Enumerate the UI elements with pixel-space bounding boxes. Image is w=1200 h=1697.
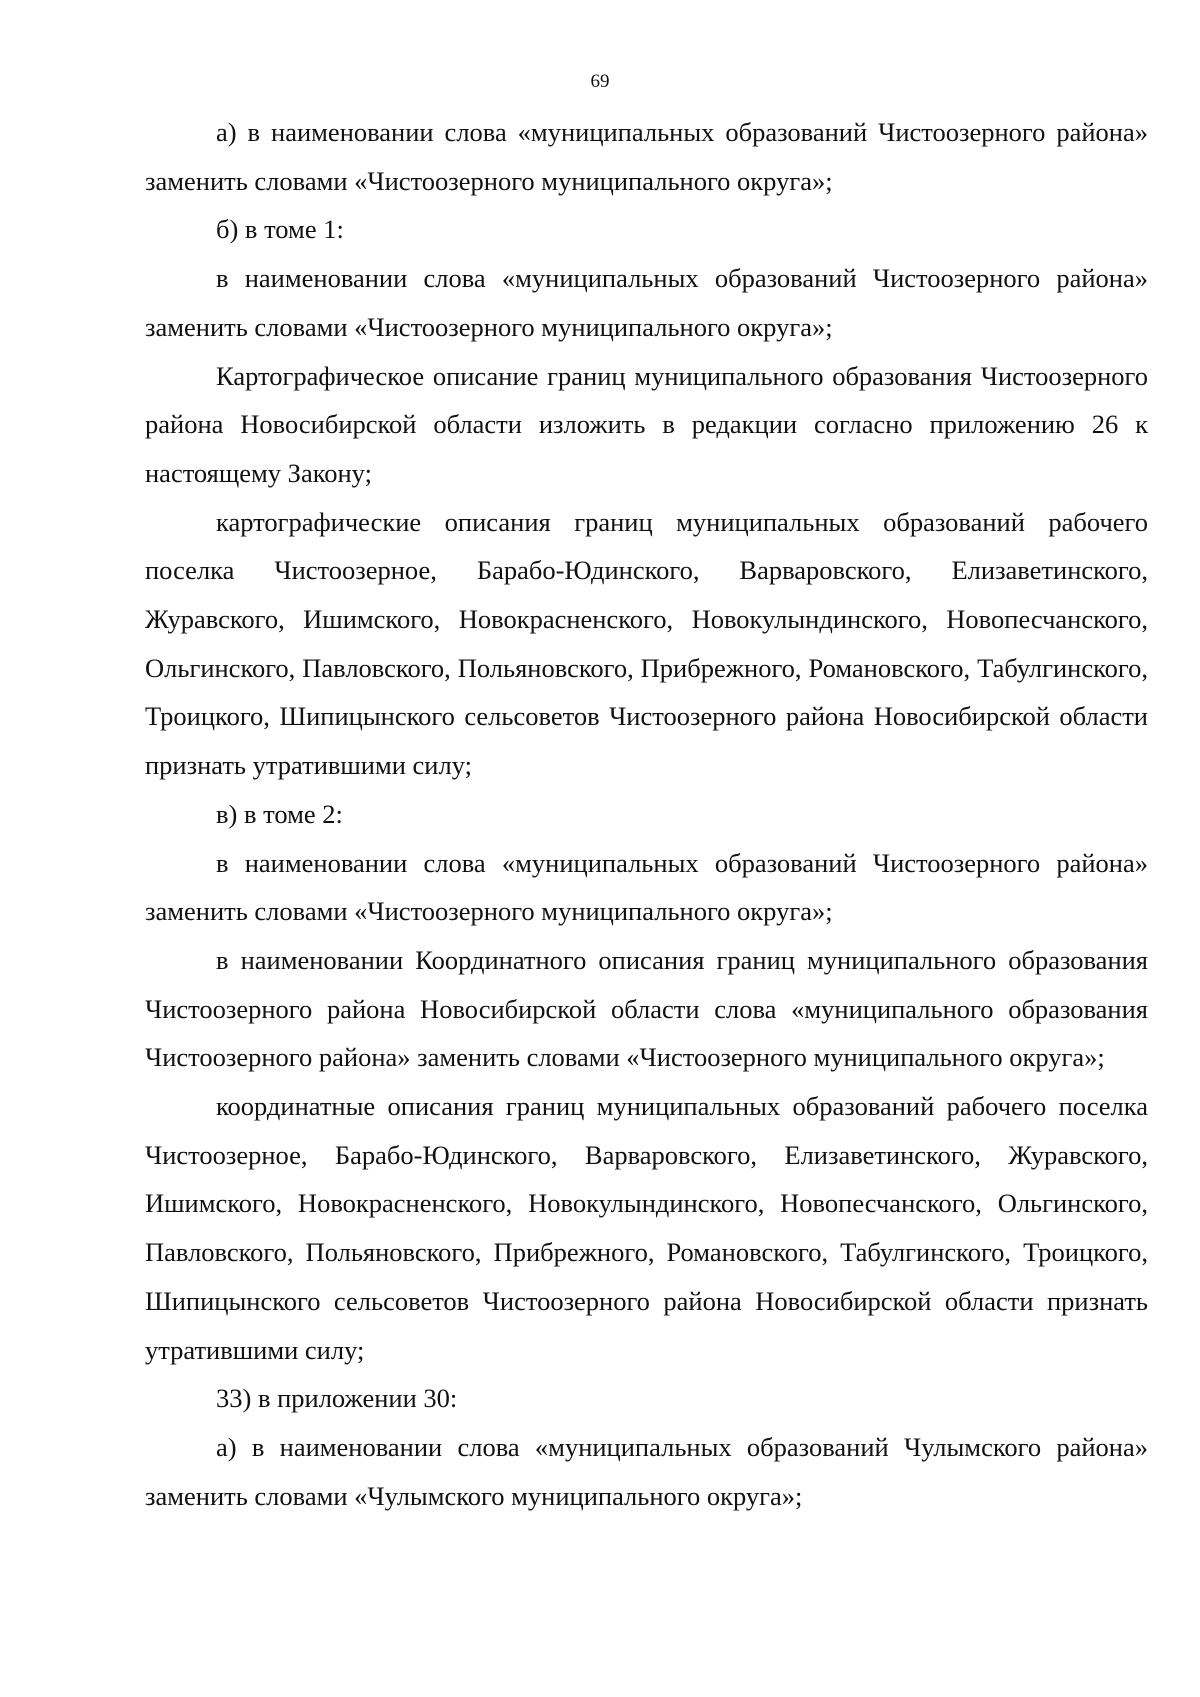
document-body <box>145 108 1148 1520</box>
paragraph-volume-2-title: в наименовании слова «муниципальных образований Чистоозерного района» заменить словами «Чистоозерного муниципального округа»; <box>145 847 1148 927</box>
paragraph-coordinate-description-title: в наименовании Координатного описания границ муниципального образования Чистоозерного района Новосибирской области слова «муниципального образования Чистоозерного района» заменить словами «Чистоозерного муниципального округа»; <box>145 944 1148 1073</box>
paragraph-volume-1-title: в наименовании слова «муниципальных образований Чистоозерного района» заменить словами «Чистоозерного муниципального округа»; <box>145 263 1148 342</box>
paragraph-volume-2-heading: в) в томе 2: <box>216 798 343 829</box>
paragraph-volume-1-heading: б) в томе 1: <box>216 214 344 245</box>
paragraph-item-a-title: а) в наименовании слова «муниципальных образований Чистоозерного района» заменить словами «Чистоозерного муниципального округа»; <box>145 117 1148 196</box>
page-number: 69 <box>590 71 610 92</box>
paragraph-cartographic-description: Картографическое описание границ муниципального образования Чистоозерного района Новосибирской области изложить в редакции согласно приложению 26 к настоящему Закону; <box>145 360 1148 488</box>
paragraph-cartographic-descriptions-void: картографические описания границ муниципальных образований рабочего поселка Чистоозерное, Барабо-Юдинского, Варваровского, Елизаветинского, Журавского, Ишимского, Новокрасненского, Новокулындинского, Новопесчанского, Ольгинского, Павловского, Польяновского, Прибрежного, Романовского, Табулгинского, Троицкого, Шипицынского сельсоветов Чистоозерного района Новосибирской области признать утратившими силу; <box>145 506 1148 781</box>
paragraph-coordinate-descriptions-void: координатные описания границ муниципальных образований рабочего поселка Чистоозерное, Барабо-Юдинского, Варваровского, Елизаветинского, Журавского, Ишимского, Новокрасненского, Новокулындинского, Новопесчанского, Ольгинского, Павловского, Польяновского, Прибрежного, Романовского, Табулгинского, Троицкого, Шипицынского сельсоветов Чистоозерного района Новосибирской области признать утратившими силу; <box>145 1091 1148 1365</box>
paragraph-appendix-30-heading: 33) в приложении 30: <box>216 1383 458 1414</box>
paragraph-appendix-30-item-a: а) в наименовании слова «муниципальных образований Чулымского района» заменить словами «Чулымского муниципального округа»; <box>145 1431 1148 1511</box>
